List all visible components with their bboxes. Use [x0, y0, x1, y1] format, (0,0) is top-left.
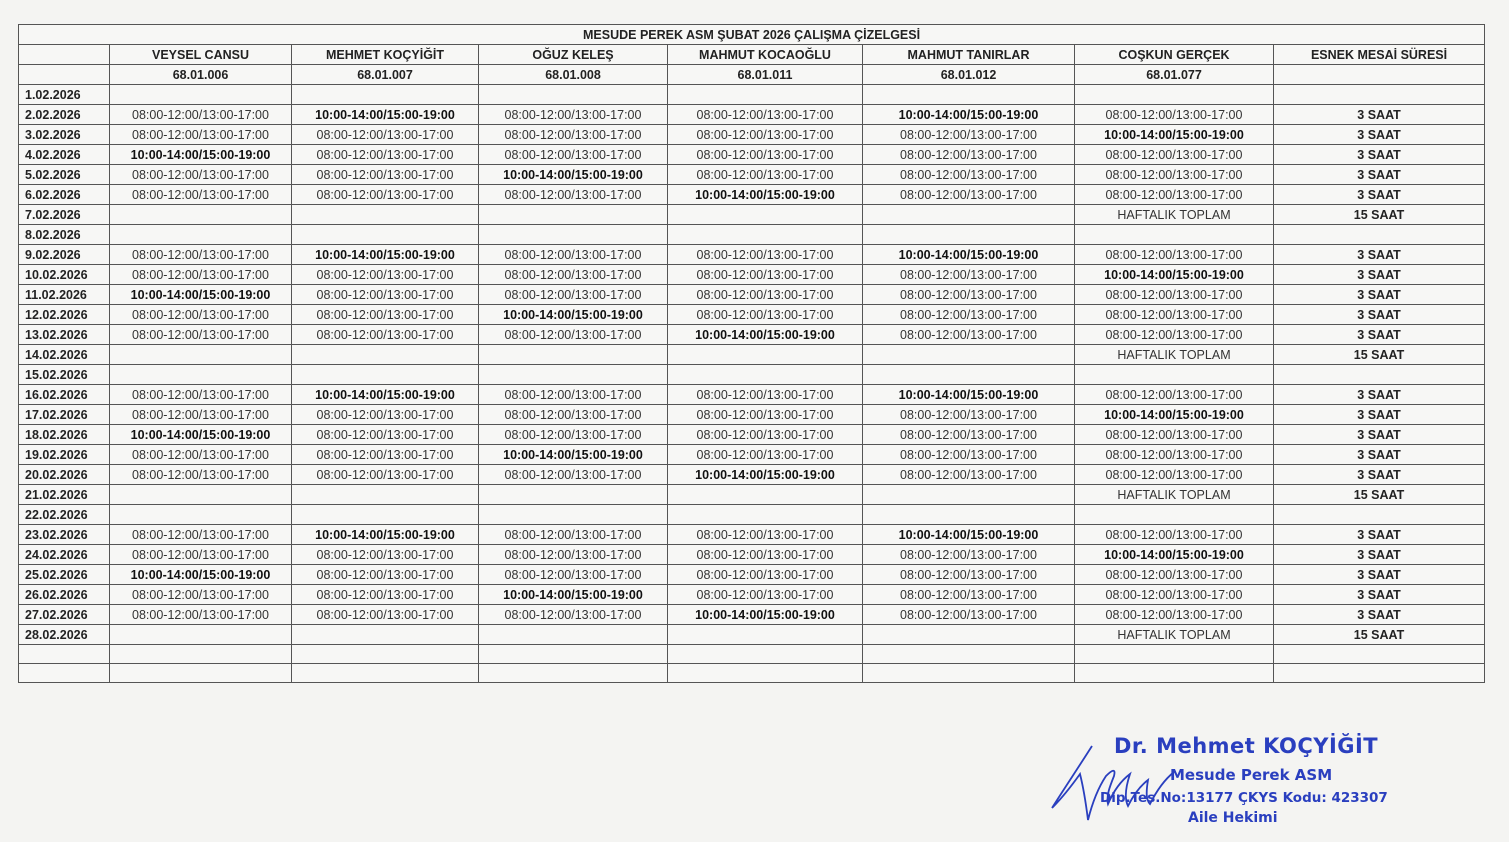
shift-cell: 10:00-14:00/15:00-19:00 — [292, 385, 479, 405]
date-cell: 19.02.2026 — [19, 445, 110, 465]
shift-cell — [479, 625, 668, 645]
esnek-cell: 3 SAAT — [1274, 545, 1485, 565]
shift-cell: 08:00-12:00/13:00-17:00 — [863, 125, 1075, 145]
schedule-table — [18, 24, 1485, 683]
shift-cell: 08:00-12:00/13:00-17:00 — [1075, 605, 1274, 625]
shift-cell: 08:00-12:00/13:00-17:00 — [479, 525, 668, 545]
shift-cell — [479, 365, 668, 385]
shift-cell: 08:00-12:00/13:00-17:00 — [668, 405, 863, 425]
shift-cell: 10:00-14:00/15:00-19:00 — [292, 245, 479, 265]
shift-cell: 10:00-14:00/15:00-19:00 — [668, 325, 863, 345]
shift-cell: 08:00-12:00/13:00-17:00 — [110, 325, 292, 345]
shift-cell — [292, 645, 479, 664]
esnek-cell: 3 SAAT — [1274, 185, 1485, 205]
shift-cell: 08:00-12:00/13:00-17:00 — [292, 405, 479, 425]
date-cell: 17.02.2026 — [19, 405, 110, 425]
shift-cell — [110, 485, 292, 505]
shift-cell — [1075, 505, 1274, 525]
table-row — [19, 345, 1485, 365]
staff-name-row — [19, 45, 1485, 65]
table-row — [19, 205, 1485, 225]
table-row — [19, 365, 1485, 385]
date-cell: 25.02.2026 — [19, 565, 110, 585]
shift-cell: 08:00-12:00/13:00-17:00 — [1075, 525, 1274, 545]
esnek-cell: 3 SAAT — [1274, 445, 1485, 465]
shift-cell — [110, 365, 292, 385]
shift-cell: 08:00-12:00/13:00-17:00 — [863, 145, 1075, 165]
table-row — [19, 245, 1485, 265]
date-cell: 7.02.2026 — [19, 205, 110, 225]
shift-cell: 10:00-14:00/15:00-19:00 — [863, 385, 1075, 405]
shift-cell: 08:00-12:00/13:00-17:00 — [110, 245, 292, 265]
esnek-cell: 15 SAAT — [1274, 485, 1485, 505]
stamp-title: Aile Hekimi — [1188, 810, 1278, 826]
shift-cell: 10:00-14:00/15:00-19:00 — [668, 465, 863, 485]
table-row — [19, 625, 1485, 645]
esnek-cell — [1274, 645, 1485, 664]
shift-cell: 08:00-12:00/13:00-17:00 — [1075, 325, 1274, 345]
shift-cell: 08:00-12:00/13:00-17:00 — [110, 185, 292, 205]
shift-cell: 10:00-14:00/15:00-19:00 — [1075, 125, 1274, 145]
date-cell: 24.02.2026 — [19, 545, 110, 565]
date-cell — [19, 645, 110, 664]
shift-cell — [292, 485, 479, 505]
shift-cell — [292, 505, 479, 525]
esnek-cell: 15 SAAT — [1274, 205, 1485, 225]
staff-name: OĞUZ KELEŞ — [479, 45, 668, 65]
shift-cell: 08:00-12:00/13:00-17:00 — [110, 605, 292, 625]
shift-cell: 10:00-14:00/15:00-19:00 — [479, 445, 668, 465]
esnek-header-blank — [1274, 65, 1485, 85]
shift-cell — [668, 625, 863, 645]
shift-cell: 08:00-12:00/13:00-17:00 — [863, 465, 1075, 485]
date-cell: 22.02.2026 — [19, 505, 110, 525]
staff-name: VEYSEL CANSU — [110, 45, 292, 65]
shift-cell: 08:00-12:00/13:00-17:00 — [110, 385, 292, 405]
shift-cell: 08:00-12:00/13:00-17:00 — [479, 385, 668, 405]
date-cell: 23.02.2026 — [19, 525, 110, 545]
shift-cell: 08:00-12:00/13:00-17:00 — [479, 105, 668, 125]
shift-cell: 08:00-12:00/13:00-17:00 — [668, 305, 863, 325]
shift-cell: 08:00-12:00/13:00-17:00 — [1075, 185, 1274, 205]
shift-cell: 08:00-12:00/13:00-17:00 — [110, 525, 292, 545]
shift-cell — [292, 225, 479, 245]
weekly-total-label: HAFTALIK TOPLAM — [1075, 485, 1274, 505]
esnek-cell: 3 SAAT — [1274, 165, 1485, 185]
shift-cell — [110, 345, 292, 365]
shift-cell: 08:00-12:00/13:00-17:00 — [668, 165, 863, 185]
staff-code: 68.01.077 — [1075, 65, 1274, 85]
date-cell — [19, 664, 110, 683]
shift-cell — [110, 225, 292, 245]
shift-cell: 08:00-12:00/13:00-17:00 — [668, 125, 863, 145]
shift-cell — [863, 485, 1075, 505]
staff-code: 68.01.012 — [863, 65, 1075, 85]
shift-cell: 08:00-12:00/13:00-17:00 — [479, 405, 668, 425]
shift-cell: 10:00-14:00/15:00-19:00 — [668, 185, 863, 205]
shift-cell — [479, 225, 668, 245]
shift-cell — [668, 485, 863, 505]
date-cell: 12.02.2026 — [19, 305, 110, 325]
shift-cell: 08:00-12:00/13:00-17:00 — [668, 585, 863, 605]
shift-cell — [668, 85, 863, 105]
shift-cell: 08:00-12:00/13:00-17:00 — [1075, 385, 1274, 405]
shift-cell: 08:00-12:00/13:00-17:00 — [110, 105, 292, 125]
corner-cell — [19, 45, 110, 65]
esnek-cell: 3 SAAT — [1274, 285, 1485, 305]
shift-cell: 08:00-12:00/13:00-17:00 — [1075, 105, 1274, 125]
shift-cell — [292, 664, 479, 683]
staff-code: 68.01.007 — [292, 65, 479, 85]
date-cell: 13.02.2026 — [19, 325, 110, 345]
shift-cell: 08:00-12:00/13:00-17:00 — [1075, 145, 1274, 165]
shift-cell: 08:00-12:00/13:00-17:00 — [863, 605, 1075, 625]
shift-cell — [668, 365, 863, 385]
shift-cell — [668, 664, 863, 683]
shift-cell — [863, 85, 1075, 105]
weekly-total-label: HAFTALIK TOPLAM — [1075, 205, 1274, 225]
date-cell: 9.02.2026 — [19, 245, 110, 265]
shift-cell: 08:00-12:00/13:00-17:00 — [110, 305, 292, 325]
shift-cell — [110, 205, 292, 225]
table-row — [19, 505, 1485, 525]
shift-cell — [292, 205, 479, 225]
title-row — [19, 25, 1485, 45]
shift-cell — [479, 505, 668, 525]
date-cell: 1.02.2026 — [19, 85, 110, 105]
table-row — [19, 645, 1485, 664]
shift-cell: 08:00-12:00/13:00-17:00 — [479, 465, 668, 485]
table-row — [19, 85, 1485, 105]
shift-cell: 08:00-12:00/13:00-17:00 — [863, 185, 1075, 205]
esnek-cell: 3 SAAT — [1274, 585, 1485, 605]
shift-cell: 08:00-12:00/13:00-17:00 — [1075, 565, 1274, 585]
shift-cell — [863, 365, 1075, 385]
date-cell: 10.02.2026 — [19, 265, 110, 285]
shift-cell — [110, 85, 292, 105]
esnek-cell: 3 SAAT — [1274, 125, 1485, 145]
date-cell: 5.02.2026 — [19, 165, 110, 185]
esnek-cell — [1274, 505, 1485, 525]
date-cell: 16.02.2026 — [19, 385, 110, 405]
table-row — [19, 664, 1485, 683]
shift-cell — [1075, 664, 1274, 683]
shift-cell: 08:00-12:00/13:00-17:00 — [292, 565, 479, 585]
shift-cell — [863, 645, 1075, 664]
esnek-cell: 3 SAAT — [1274, 325, 1485, 345]
shift-cell: 08:00-12:00/13:00-17:00 — [863, 165, 1075, 185]
shift-cell — [863, 345, 1075, 365]
shift-cell: 08:00-12:00/13:00-17:00 — [479, 565, 668, 585]
shift-cell — [292, 345, 479, 365]
shift-cell: 08:00-12:00/13:00-17:00 — [668, 265, 863, 285]
staff-code: 68.01.011 — [668, 65, 863, 85]
esnek-cell: 15 SAAT — [1274, 625, 1485, 645]
table-row — [19, 125, 1485, 145]
shift-cell — [863, 205, 1075, 225]
shift-cell: 08:00-12:00/13:00-17:00 — [863, 545, 1075, 565]
shift-cell: 08:00-12:00/13:00-17:00 — [479, 325, 668, 345]
staff-code: 68.01.008 — [479, 65, 668, 85]
shift-cell: 08:00-12:00/13:00-17:00 — [110, 125, 292, 145]
shift-cell: 08:00-12:00/13:00-17:00 — [292, 185, 479, 205]
shift-cell: 08:00-12:00/13:00-17:00 — [863, 265, 1075, 285]
table-row — [19, 305, 1485, 325]
shift-cell: 08:00-12:00/13:00-17:00 — [668, 565, 863, 585]
staff-code-row — [19, 65, 1485, 85]
shift-cell: 08:00-12:00/13:00-17:00 — [110, 465, 292, 485]
shift-cell — [863, 505, 1075, 525]
shift-cell: 08:00-12:00/13:00-17:00 — [863, 305, 1075, 325]
esnek-cell: 3 SAAT — [1274, 145, 1485, 165]
table-row — [19, 525, 1485, 545]
shift-cell: 10:00-14:00/15:00-19:00 — [863, 525, 1075, 545]
weekly-total-label: HAFTALIK TOPLAM — [1075, 625, 1274, 645]
shift-cell — [863, 225, 1075, 245]
shift-cell: 08:00-12:00/13:00-17:00 — [1075, 165, 1274, 185]
esnek-cell — [1274, 85, 1485, 105]
shift-cell: 10:00-14:00/15:00-19:00 — [110, 565, 292, 585]
shift-cell: 08:00-12:00/13:00-17:00 — [292, 165, 479, 185]
shift-cell: 08:00-12:00/13:00-17:00 — [1075, 425, 1274, 445]
esnek-cell: 3 SAAT — [1274, 265, 1485, 285]
stamp-asm: Mesude Perek ASM — [1170, 766, 1333, 784]
shift-cell — [479, 205, 668, 225]
staff-code: 68.01.006 — [110, 65, 292, 85]
shift-cell: 08:00-12:00/13:00-17:00 — [1075, 445, 1274, 465]
shift-cell: 08:00-12:00/13:00-17:00 — [479, 245, 668, 265]
shift-cell: 08:00-12:00/13:00-17:00 — [292, 265, 479, 285]
corner-cell — [19, 65, 110, 85]
date-cell: 6.02.2026 — [19, 185, 110, 205]
esnek-cell: 15 SAAT — [1274, 345, 1485, 365]
table-row — [19, 105, 1485, 125]
shift-cell: 08:00-12:00/13:00-17:00 — [863, 565, 1075, 585]
shift-cell: 08:00-12:00/13:00-17:00 — [1075, 585, 1274, 605]
esnek-cell — [1274, 664, 1485, 683]
date-cell: 11.02.2026 — [19, 285, 110, 305]
date-cell: 18.02.2026 — [19, 425, 110, 445]
staff-name: COŞKUN GERÇEK — [1075, 45, 1274, 65]
table-row — [19, 445, 1485, 465]
shift-cell: 08:00-12:00/13:00-17:00 — [479, 265, 668, 285]
shift-cell: 08:00-12:00/13:00-17:00 — [863, 425, 1075, 445]
esnek-cell: 3 SAAT — [1274, 465, 1485, 485]
table-row — [19, 185, 1485, 205]
shift-cell: 08:00-12:00/13:00-17:00 — [668, 145, 863, 165]
shift-cell — [863, 625, 1075, 645]
shift-cell: 10:00-14:00/15:00-19:00 — [479, 165, 668, 185]
table-row — [19, 265, 1485, 285]
schedule-body — [19, 85, 1485, 683]
shift-cell: 08:00-12:00/13:00-17:00 — [292, 425, 479, 445]
esnek-cell: 3 SAAT — [1274, 425, 1485, 445]
shift-cell: 08:00-12:00/13:00-17:00 — [110, 585, 292, 605]
shift-cell: 08:00-12:00/13:00-17:00 — [863, 445, 1075, 465]
shift-cell: 08:00-12:00/13:00-17:00 — [1075, 465, 1274, 485]
shift-cell: 08:00-12:00/13:00-17:00 — [668, 285, 863, 305]
shift-cell: 08:00-12:00/13:00-17:00 — [863, 585, 1075, 605]
shift-cell: 08:00-12:00/13:00-17:00 — [668, 425, 863, 445]
page-title: MESUDE PEREK ASM ŞUBAT 2026 ÇALIŞMA ÇİZELGESİ — [19, 25, 1485, 45]
shift-cell: 08:00-12:00/13:00-17:00 — [479, 545, 668, 565]
shift-cell: 10:00-14:00/15:00-19:00 — [110, 145, 292, 165]
shift-cell: 08:00-12:00/13:00-17:00 — [292, 285, 479, 305]
shift-cell — [479, 645, 668, 664]
esnek-cell: 3 SAAT — [1274, 405, 1485, 425]
shift-cell: 08:00-12:00/13:00-17:00 — [863, 285, 1075, 305]
shift-cell: 08:00-12:00/13:00-17:00 — [292, 445, 479, 465]
stamp-codes: Dip.Tes.No:13177 ÇKYS Kodu: 423307 — [1100, 790, 1388, 806]
shift-cell — [1075, 85, 1274, 105]
esnek-cell: 3 SAAT — [1274, 305, 1485, 325]
table-row — [19, 585, 1485, 605]
shift-cell: 10:00-14:00/15:00-19:00 — [479, 585, 668, 605]
shift-cell: 08:00-12:00/13:00-17:00 — [479, 145, 668, 165]
shift-cell — [292, 85, 479, 105]
shift-cell — [479, 85, 668, 105]
table-row — [19, 465, 1485, 485]
shift-cell: 08:00-12:00/13:00-17:00 — [1075, 285, 1274, 305]
shift-cell — [863, 664, 1075, 683]
shift-cell — [292, 625, 479, 645]
doctor-stamp — [1088, 734, 1388, 834]
shift-cell: 08:00-12:00/13:00-17:00 — [1075, 305, 1274, 325]
shift-cell: 08:00-12:00/13:00-17:00 — [479, 185, 668, 205]
shift-cell: 08:00-12:00/13:00-17:00 — [292, 125, 479, 145]
date-cell: 15.02.2026 — [19, 365, 110, 385]
date-cell: 2.02.2026 — [19, 105, 110, 125]
shift-cell — [668, 645, 863, 664]
date-cell: 4.02.2026 — [19, 145, 110, 165]
esnek-cell — [1274, 365, 1485, 385]
shift-cell — [1075, 645, 1274, 664]
table-row — [19, 605, 1485, 625]
shift-cell: 10:00-14:00/15:00-19:00 — [668, 605, 863, 625]
weekly-total-label: HAFTALIK TOPLAM — [1075, 345, 1274, 365]
shift-cell: 08:00-12:00/13:00-17:00 — [110, 405, 292, 425]
shift-cell — [479, 345, 668, 365]
shift-cell: 08:00-12:00/13:00-17:00 — [292, 145, 479, 165]
table-row — [19, 485, 1485, 505]
shift-cell: 10:00-14:00/15:00-19:00 — [1075, 545, 1274, 565]
shift-cell: 08:00-12:00/13:00-17:00 — [292, 545, 479, 565]
shift-cell — [110, 505, 292, 525]
date-cell: 3.02.2026 — [19, 125, 110, 145]
shift-cell: 08:00-12:00/13:00-17:00 — [292, 465, 479, 485]
esnek-cell: 3 SAAT — [1274, 525, 1485, 545]
shift-cell: 08:00-12:00/13:00-17:00 — [479, 285, 668, 305]
table-row — [19, 285, 1485, 305]
esnek-cell — [1274, 225, 1485, 245]
shift-cell: 10:00-14:00/15:00-19:00 — [292, 105, 479, 125]
table-row — [19, 145, 1485, 165]
esnek-cell: 3 SAAT — [1274, 565, 1485, 585]
staff-name: MEHMET KOÇYİĞİT — [292, 45, 479, 65]
shift-cell: 08:00-12:00/13:00-17:00 — [110, 545, 292, 565]
shift-cell — [1075, 225, 1274, 245]
shift-cell — [1075, 365, 1274, 385]
esnek-header: ESNEK MESAİ SÜRESİ — [1274, 45, 1485, 65]
table-row — [19, 565, 1485, 585]
shift-cell: 10:00-14:00/15:00-19:00 — [110, 425, 292, 445]
shift-cell: 08:00-12:00/13:00-17:00 — [110, 445, 292, 465]
shift-cell — [110, 625, 292, 645]
table-row — [19, 385, 1485, 405]
esnek-cell: 3 SAAT — [1274, 245, 1485, 265]
shift-cell — [479, 664, 668, 683]
shift-cell — [110, 645, 292, 664]
shift-cell — [668, 505, 863, 525]
shift-cell — [110, 664, 292, 683]
staff-name: MAHMUT KOCAOĞLU — [668, 45, 863, 65]
shift-cell: 08:00-12:00/13:00-17:00 — [668, 525, 863, 545]
table-row — [19, 405, 1485, 425]
shift-cell: 08:00-12:00/13:00-17:00 — [668, 245, 863, 265]
esnek-cell: 3 SAAT — [1274, 605, 1485, 625]
shift-cell: 08:00-12:00/13:00-17:00 — [110, 265, 292, 285]
date-cell: 8.02.2026 — [19, 225, 110, 245]
shift-cell: 10:00-14:00/15:00-19:00 — [863, 105, 1075, 125]
date-cell: 28.02.2026 — [19, 625, 110, 645]
shift-cell: 08:00-12:00/13:00-17:00 — [110, 165, 292, 185]
date-cell: 27.02.2026 — [19, 605, 110, 625]
stamp-name: Dr. Mehmet KOÇYİĞİT — [1114, 734, 1379, 758]
shift-cell: 08:00-12:00/13:00-17:00 — [292, 585, 479, 605]
date-cell: 14.02.2026 — [19, 345, 110, 365]
shift-cell: 10:00-14:00/15:00-19:00 — [863, 245, 1075, 265]
shift-cell: 10:00-14:00/15:00-19:00 — [110, 285, 292, 305]
table-row — [19, 325, 1485, 345]
shift-cell: 08:00-12:00/13:00-17:00 — [668, 105, 863, 125]
shift-cell: 08:00-12:00/13:00-17:00 — [668, 385, 863, 405]
shift-cell: 10:00-14:00/15:00-19:00 — [1075, 405, 1274, 425]
date-cell: 26.02.2026 — [19, 585, 110, 605]
shift-cell: 08:00-12:00/13:00-17:00 — [479, 125, 668, 145]
table-row — [19, 425, 1485, 445]
shift-cell: 08:00-12:00/13:00-17:00 — [863, 405, 1075, 425]
shift-cell: 08:00-12:00/13:00-17:00 — [292, 305, 479, 325]
shift-cell: 08:00-12:00/13:00-17:00 — [479, 605, 668, 625]
shift-cell: 08:00-12:00/13:00-17:00 — [668, 545, 863, 565]
date-cell: 21.02.2026 — [19, 485, 110, 505]
table-row — [19, 225, 1485, 245]
esnek-cell: 3 SAAT — [1274, 105, 1485, 125]
shift-cell: 08:00-12:00/13:00-17:00 — [863, 325, 1075, 345]
shift-cell — [668, 205, 863, 225]
shift-cell — [292, 365, 479, 385]
staff-name: MAHMUT TANIRLAR — [863, 45, 1075, 65]
shift-cell: 08:00-12:00/13:00-17:00 — [1075, 245, 1274, 265]
shift-cell: 10:00-14:00/15:00-19:00 — [1075, 265, 1274, 285]
esnek-cell: 3 SAAT — [1274, 385, 1485, 405]
date-cell: 20.02.2026 — [19, 465, 110, 485]
shift-cell: 08:00-12:00/13:00-17:00 — [668, 445, 863, 465]
table-row — [19, 545, 1485, 565]
shift-cell — [668, 345, 863, 365]
shift-cell: 10:00-14:00/15:00-19:00 — [292, 525, 479, 545]
shift-cell — [668, 225, 863, 245]
shift-cell: 10:00-14:00/15:00-19:00 — [479, 305, 668, 325]
shift-cell — [479, 485, 668, 505]
shift-cell: 08:00-12:00/13:00-17:00 — [479, 425, 668, 445]
shift-cell: 08:00-12:00/13:00-17:00 — [292, 325, 479, 345]
table-row — [19, 165, 1485, 185]
shift-cell: 08:00-12:00/13:00-17:00 — [292, 605, 479, 625]
